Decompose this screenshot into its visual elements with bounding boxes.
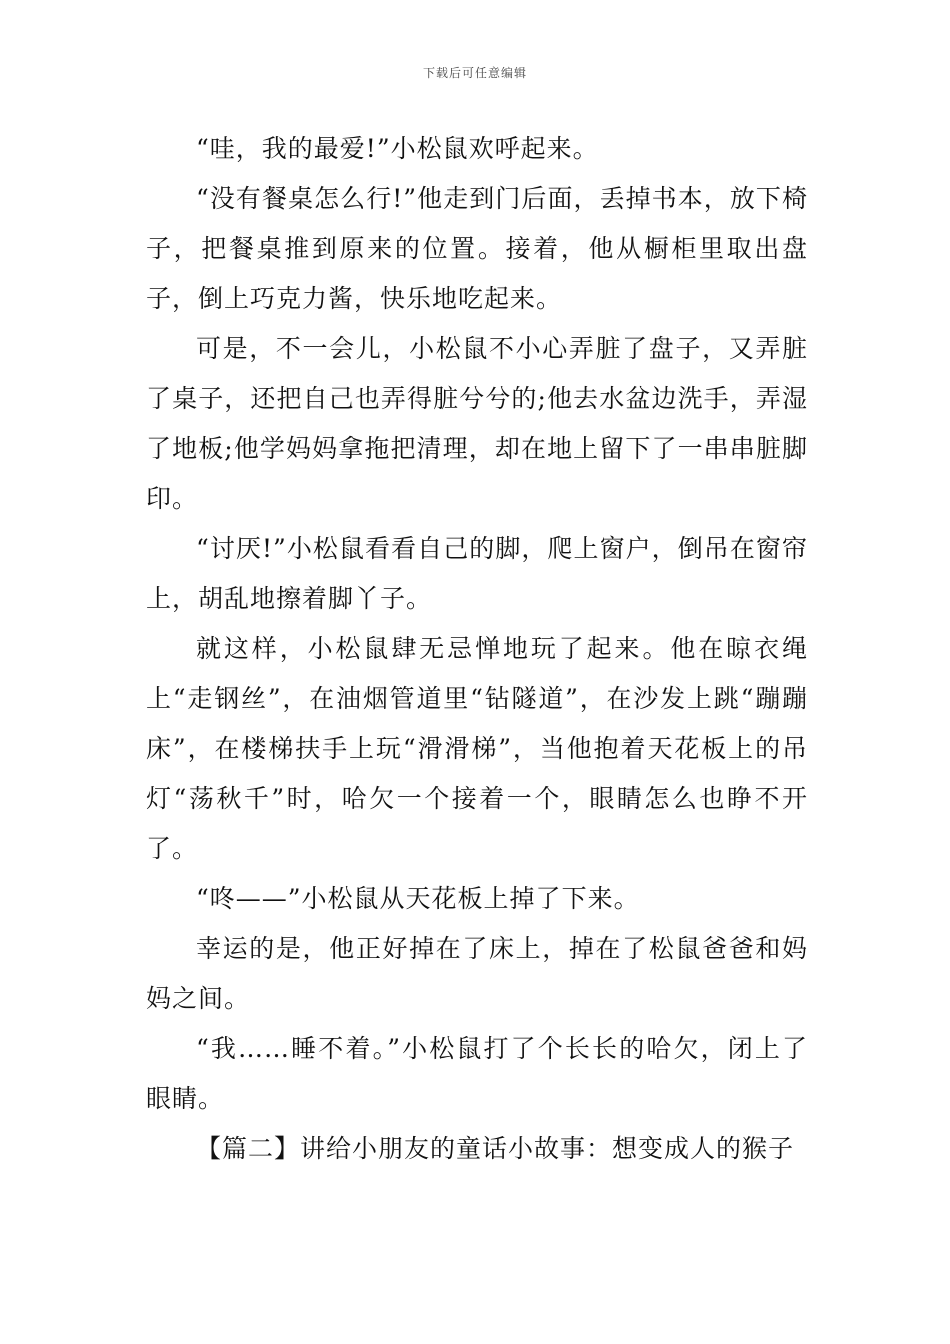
paragraph: 就这样，小松鼠肆无忌惮地玩了起来。他在晾衣绳上“走钢丝”，在油烟管道里“钻隧道”，在沙发上跳“蹦蹦床”，在楼梯扶手上玩“滑滑梯”，当他抱着天花板上的吊灯“荡秋千”时，哈欠一个接着一个，眼睛怎么也睁不开了。 bbox=[146, 634, 808, 863]
paragraph: “我……睡不着。”小松鼠打了个长长的哈欠，闭上了眼睛。 bbox=[146, 1034, 808, 1113]
paragraph: “讨厌!”小松鼠看看自己的脚，爬上窗户，倒吊在窗帘上，胡乱地擦着脚丫子。 bbox=[146, 534, 808, 613]
paragraph: 幸运的是，他正好掉在了床上，掉在了松鼠爸爸和妈妈之间。 bbox=[146, 934, 808, 1013]
paragraph: “没有餐桌怎么行!”他走到门后面，丢掉书本，放下椅子，把餐桌推到原来的位置。接着，他从橱柜里取出盘子，倒上巧克力酱，快乐地吃起来。 bbox=[146, 184, 808, 313]
paragraph: “哇，我的最爱!”小松鼠欢呼起来。 bbox=[196, 134, 599, 163]
paragraph: “咚——”小松鼠从天花板上掉了下来。 bbox=[196, 884, 640, 913]
page-header-note: 下载后可任意编辑 bbox=[422, 66, 527, 80]
paragraph: 可是，不一会儿，小松鼠不小心弄脏了盘子，又弄脏了桌子，还把自己也弄得脏兮兮的;他去水盆边洗手，弄湿了地板;他学妈妈拿拖把清理，却在地上留下了一串串脏脚印。 bbox=[146, 334, 808, 513]
section-heading: 【篇二】讲给小朋友的童话小故事：想变成人的猴子 bbox=[196, 1134, 795, 1163]
document-body bbox=[146, 124, 808, 1174]
